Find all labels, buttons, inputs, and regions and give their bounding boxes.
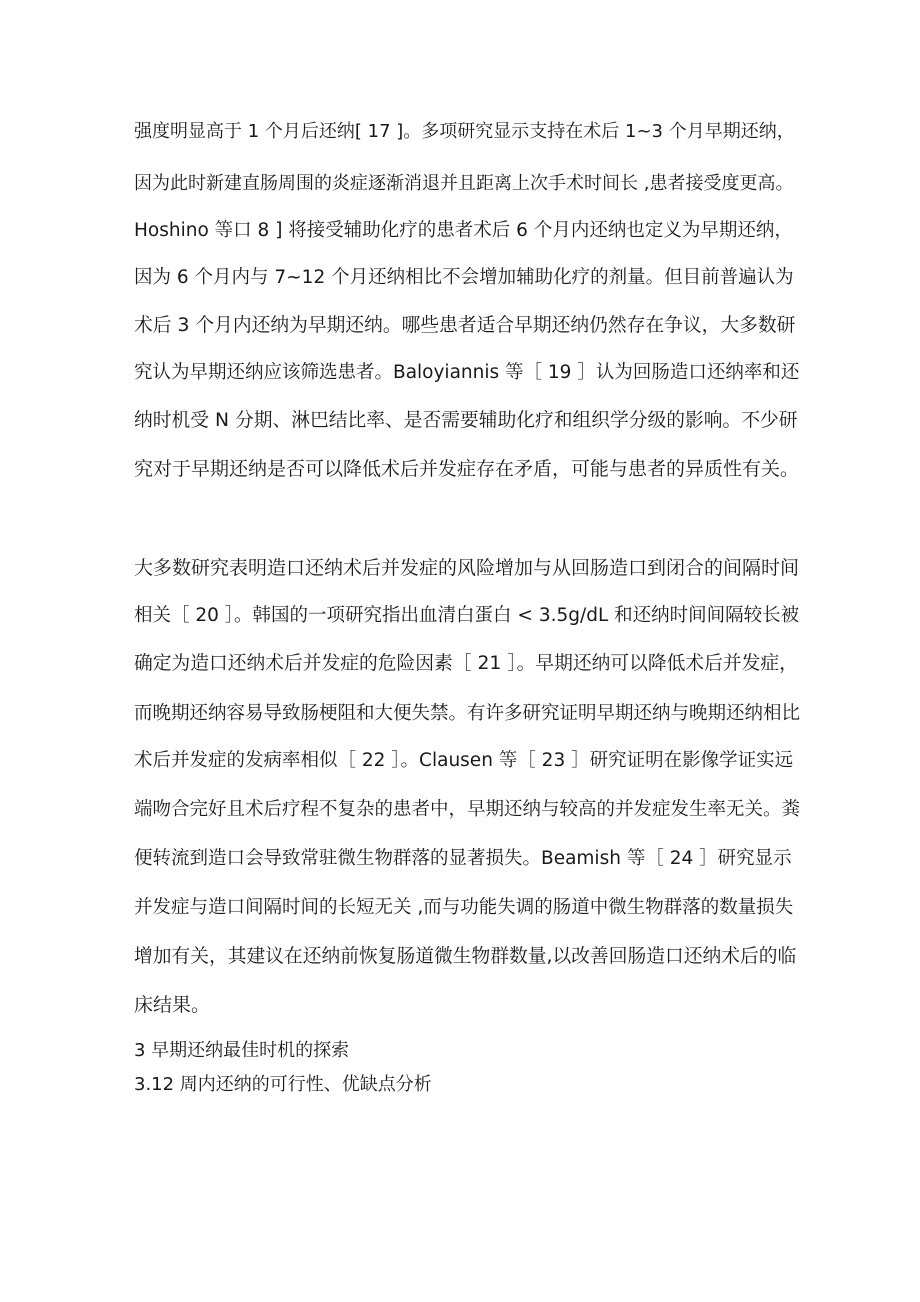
text-line: 因为 6 个月内与 7~12 个月还纳相比不会增加辅助化疗的剂量。但目前普遍认为 (134, 267, 794, 288)
text-line: 大多数研究表明造口还纳术后并发症的风险增加与从回肠造口到闭合的间隔时间 (134, 557, 800, 579)
text-line: 并发症与造口间隔时间的长短无关 ,而与功能失调的肠道中微生物群落的数量损失 (134, 897, 794, 918)
text-line: 术后 3 个月内还纳为早期还纳。哪些患者适合早期还纳仍然存在争议，大多数研 (134, 315, 796, 336)
text-line: 确定为造口还纳术后并发症的危险因素［ 21 ］。早期还纳可以降低术后并发症， (134, 653, 798, 674)
text-line: 究对于早期还纳是否可以降低术后并发症存在矛盾，可能与患者的异质性有关。 (134, 458, 800, 480)
text-line: 术后并发症的发病率相似［ 22 ］。Clausen 等［ 23 ］研究证明在影像学证实远 (134, 750, 794, 771)
text-line: 端吻合完好且术后疗程不复杂的患者中，早期还纳与较高的并发症发生率无关。粪 (134, 799, 801, 820)
text-line: 相关［ 20 ］。韩国的一项研究指出血清白蛋白 < 3.5g/dL 和还纳时间间隔较长被 (134, 605, 800, 626)
text-line: 因为此时新建直肠周围的炎症逐渐消退并且距离上次手术时间长 ,患者接受度更高。 (134, 173, 794, 194)
text-line: 而晚期还纳容易导致肠梗阻和大便失禁。有许多研究证明早期还纳与晚期还纳相比 (134, 703, 801, 724)
text-line: Hoshino 等口 8 ] 将接受辅助化疗的患者术后 6 个月内还纳也定义为早期还纳， (134, 220, 793, 241)
text-line: 强度明显高于 1 个月后还纳[ 17 ]。多项研究显示支持在术后 1~3 个月早期还纳， (134, 121, 795, 142)
subsection-heading: 3.12 周内还纳的可行性、优缺点分析 (134, 1074, 432, 1095)
text-line: 纳时机受 N 分期、淋巴结比率、是否需要辅助化疗和组织学分级的影响。不少研 (134, 410, 798, 431)
text-line: 究认为早期还纳应该筛选患者。Baloyiannis 等［ 19 ］认为回肠造口还纳率和还 (134, 362, 800, 383)
section-heading: 3 早期还纳最佳时机的探索 (134, 1040, 350, 1061)
text-line: 增加有关，其建议在还纳前恢复肠道微生物群数量,以改善回肠造口还纳术后的临 (134, 946, 797, 967)
text-line: 床结果。 (134, 994, 211, 1016)
text-line: 便转流到造口会导致常驻微生物群落的显著损失。Beamish 等［ 24 ］研究显示 (134, 848, 792, 869)
